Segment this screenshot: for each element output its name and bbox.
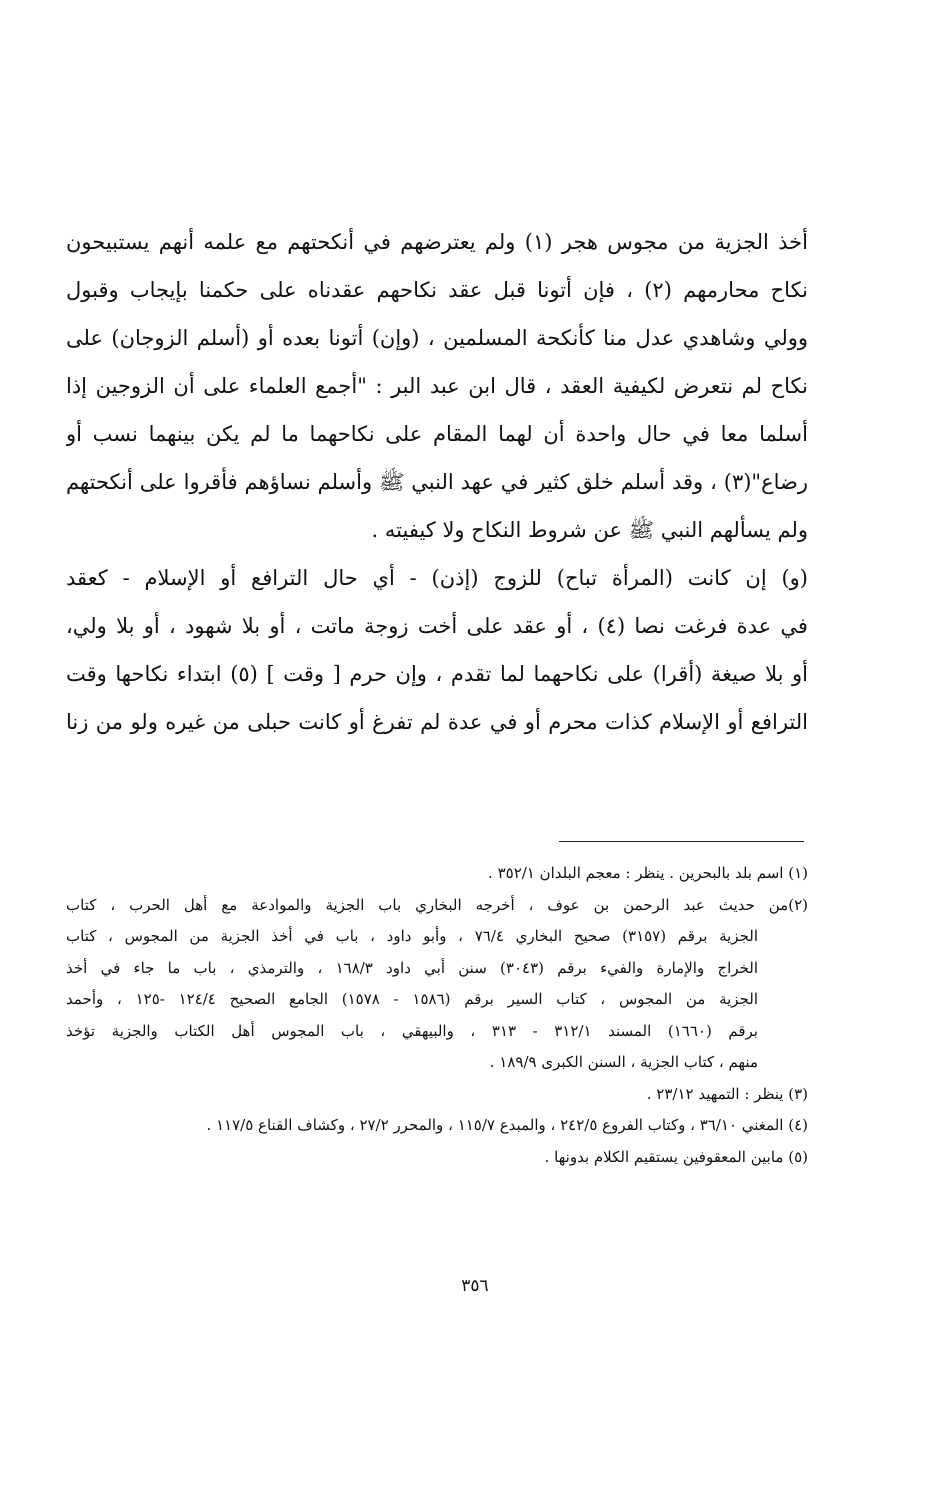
main-text xyxy=(66,218,808,746)
text-line: الترافع أو الإسلام كذات محرم أو في عدة لم تفرغ أو كانت حبلى من غيره ولو من زنا xyxy=(66,710,808,734)
text-line: نكاح لم نتعرض لكيفية العقد ، قال ابن عبد البر : "أجمع العلماء على أن الزوجين إذا xyxy=(66,374,808,398)
footnote-1: (١) اسم بلد بالبحرين . ينظر : معجم البلدان ٣٥٢/١ . xyxy=(488,864,808,882)
footnote-2-line: الجزية برقم (٣١٥٧) صحيح البخاري ٧٦/٤ ، وأبو داود ، باب في أخذ الجزية من المجوس ، كتاب xyxy=(66,927,759,945)
text-line: رضاع"(٣) ، وقد أسلم خلق كثير في عهد النبي ﷺ وأسلم نساؤهم فأقروا على أنكحتهم xyxy=(66,470,808,494)
footnotes xyxy=(66,858,808,1173)
text-line: أسلما معا في حال واحدة أن لهما المقام على نكاحهما ما لم يكن بينهما نسب أو xyxy=(66,422,808,446)
text-line: (و) إن كانت (المرأة تباح) للزوج (إذن) - أي حال الترافع أو الإسلام - كعقد xyxy=(66,566,808,590)
footnote-2-line: الجزية من المجوس ، كتاب السير برقم (١٥٨٦ - ١٥٧٨) الجامع الصحيح ١٢٤/٤ -١٢٥ ، وأحمد xyxy=(66,990,758,1008)
text-line: في عدة فرغت نصا (٤) ، أو عقد على أخت زوجة ماتت ، أو بلا شهود ، أو بلا ولي، xyxy=(66,614,808,638)
footnote-separator xyxy=(559,841,804,842)
footnote-2-line: منهم ، كتاب الجزية ، السنن الكبرى ١٨٩/٩ . xyxy=(489,1053,758,1071)
footnote-4: (٤) المغني ٣٦/١٠ ، وكتاب الفروع ٢٤٢/٥ ، والمبدع ١١٥/٧ ، والمحرر ٢٧/٢ ، وكشاف القناع ١١٧/٥ . xyxy=(206,1116,808,1134)
footnote-2-line: (٢)من حديث عبد الرحمن بن عوف ، أخرجه البخاري باب الجزية والموادعة مع أهل الحرب ، كتاب xyxy=(66,895,808,914)
footnote-2-line: الخراج والإمارة والفيء برقم (٣٠٤٣) سنن أبي داود ١٦٨/٣ ، والترمذي ، باب ما جاء في أخذ xyxy=(66,958,758,977)
footnote-5: (٥) مابين المعقوفين يستقيم الكلام بدونها . xyxy=(544,1147,808,1166)
text-line: ولم يسألهم النبي ﷺ عن شروط النكاح ولا كيفيته . xyxy=(371,518,808,542)
text-line: أخذ الجزية من مجوس هجر (١) ولم يعترضهم في أنكحتهم مع علمه أنهم يستبيحون xyxy=(66,230,808,254)
footnote-3: (٣) ينظر : التمهيد ٢٣/١٢ . xyxy=(646,1084,808,1103)
footnote-2-line: برقم (١٦٦٠) المسند ٣١٢/١ - ٣١٣ ، والبيهقي ، باب المجوس أهل الكتاب والجزية تؤخذ xyxy=(66,1021,758,1040)
text-line: وولي وشاهدي عدل منا كأنكحة المسلمين ، (وإن) أتونا بعده أو (أسلم الزوجان) على xyxy=(66,326,808,350)
text-line: نكاح محارمهم (٢) ، فإن أتونا قبل عقد نكاحهم عقدناه على حكمنا بإيجاب وقبول xyxy=(66,278,808,302)
text-line: أو بلا صيغة (أقرا) على نكاحهما لما تقدم ، وإن حرم [ وقت ] (٥) ابتداء نكاحها وقت xyxy=(66,662,808,686)
page-number: ٣٥٦ xyxy=(461,1276,489,1296)
